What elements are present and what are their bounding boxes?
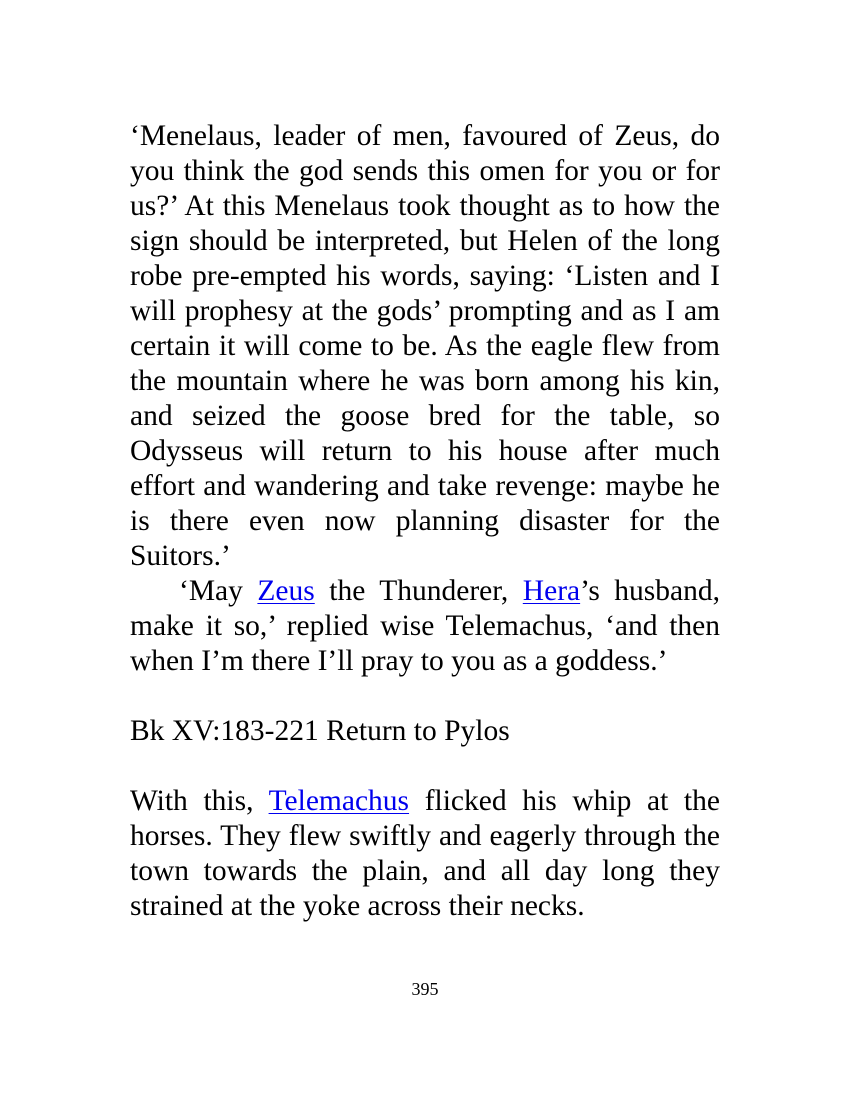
section-heading: Bk XV:183-221 Return to Pylos (130, 715, 510, 747)
page-content (130, 119, 720, 924)
link-telemachus[interactable]: Telemachus (268, 785, 410, 817)
link-zeus[interactable]: Zeus (257, 575, 315, 607)
page-number: 395 (411, 979, 439, 999)
paragraph-text: ‘Menelaus, leader of men, favoured of Zeus, do you think the god sends this omen for you or for us?’ At this Menelaus took thought as to how the sign should be interpreted, but Helen of the long robe pre-empted his words, saying: ‘Listen and I will prophesy at the gods’ prompting and as I am certain it will come to be. As the eagle flew from the mountain where he was born among his kin, and seized the goose bred for the table, so Odysseus will return to his house after much effort and wandering and take revenge: maybe he is there even now planning disaster for the Suitors.’ (130, 120, 720, 572)
paragraph-text: the Thunderer, (314, 575, 523, 607)
link-hera[interactable]: Hera (522, 575, 581, 607)
paragraph-text: ’s husband, make it so,’ replied wise Telemachus, ‘and then when I’m there I’ll pray to you as a goddess.’ (130, 575, 720, 677)
paragraph-omen-interpretation (130, 119, 720, 574)
paragraph-text: flicked his whip at the horses. They flew swiftly and eagerly through the town towards the plain, and all day long they strained at the yoke across their necks. (130, 785, 720, 922)
paragraph-text: ‘May (179, 575, 258, 607)
paragraph-text: With this, (130, 785, 269, 817)
paragraph-telemachus-reply (130, 574, 720, 679)
paragraph-return-to-pylos (130, 784, 720, 924)
